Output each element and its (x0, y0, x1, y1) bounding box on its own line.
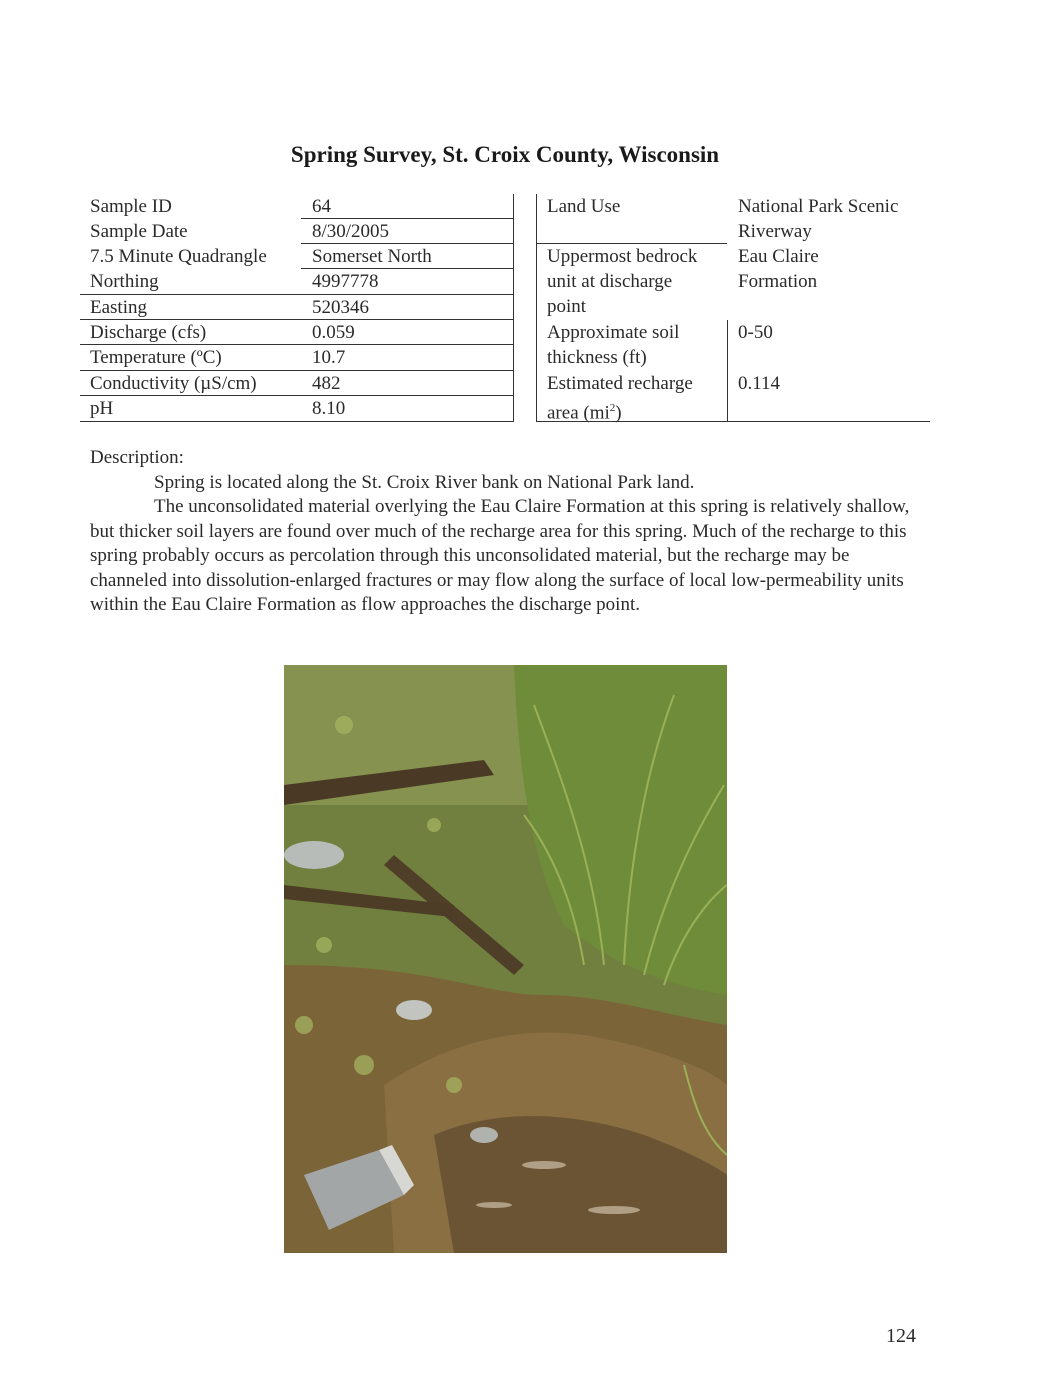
soil-label: Approximate soil (547, 322, 680, 343)
recharge-label-superscript: 2 (609, 402, 616, 414)
table-rule (80, 370, 514, 371)
bedrock-value: Eau Claire (738, 246, 819, 267)
table-rule (301, 243, 514, 244)
recharge-value: 0.114 (738, 373, 781, 394)
table-value: 0.059 (312, 322, 355, 343)
description-paragraph: Spring is located along the St. Croix River bank on National Park land. (154, 472, 695, 493)
table-label: Northing (90, 271, 159, 292)
table-value: 10.7 (312, 347, 346, 368)
table-rule (80, 319, 514, 320)
table-border (536, 194, 537, 422)
bedrock-label: unit at discharge (547, 271, 673, 292)
table-border (513, 194, 514, 422)
table-value: 482 (312, 373, 341, 394)
table-value: 8.10 (312, 398, 346, 419)
table-label: Conductivity (µS/cm) (90, 373, 257, 394)
table-label: Sample Date (90, 221, 188, 242)
table-label: Sample ID (90, 196, 172, 217)
page-number: 124 (886, 1325, 916, 1347)
bedrock-label: point (547, 296, 587, 317)
table-rule (301, 218, 514, 219)
recharge-label-text: ) (615, 402, 622, 424)
spring-photo (284, 665, 727, 1253)
table-value: 64 (312, 196, 331, 217)
soil-label: thickness (ft) (547, 347, 647, 368)
soil-value: 0-50 (738, 322, 773, 343)
table-rule (80, 395, 514, 396)
table-value: Somerset North (312, 246, 432, 267)
land-use-value: Riverway (738, 221, 812, 242)
description-label: Description: (90, 447, 184, 468)
table-label: 7.5 Minute Quadrangle (90, 246, 267, 267)
table-label: Discharge (cfs) (90, 322, 207, 343)
table-label: Easting (90, 297, 147, 318)
table-rule (80, 344, 514, 345)
table-value: 8/30/2005 (312, 221, 390, 242)
bedrock-value: Formation (738, 271, 818, 292)
table-value: 4997778 (312, 271, 379, 292)
recharge-label: Estimated recharge (547, 373, 693, 394)
table-value: 520346 (312, 297, 369, 318)
description-paragraph: The unconsolidated material overlying the Eau Claire Formation at this spring is relatively shallow, but thicker soil layers are found over much of the recharge area for this spring. Much of the recharge to this spring probably occurs as percolation through this unconsolidated material, but the recharge may be channeled into dissolution-enlarged fractures or may flow along the surface of local low-permeability units within the Eau Claire Formation as flow approaches the discharge point. (90, 496, 910, 616)
table-label: Temperature (ºC) (90, 347, 222, 368)
table-border (727, 320, 728, 422)
description-body (90, 471, 930, 617)
spring-photo-illustration (284, 665, 727, 1253)
land-use-label: Land Use (547, 196, 621, 217)
recharge-label (547, 396, 622, 425)
table-rule (80, 421, 514, 422)
table-rule (301, 268, 514, 269)
table-rule (80, 294, 514, 295)
bedrock-label: Uppermost bedrock (547, 246, 698, 267)
land-use-value: National Park Scenic (738, 196, 899, 217)
table-label: pH (90, 398, 114, 419)
page-title: Spring Survey, St. Croix County, Wisconsin (290, 142, 720, 167)
recharge-label-text: area (mi (547, 402, 610, 424)
